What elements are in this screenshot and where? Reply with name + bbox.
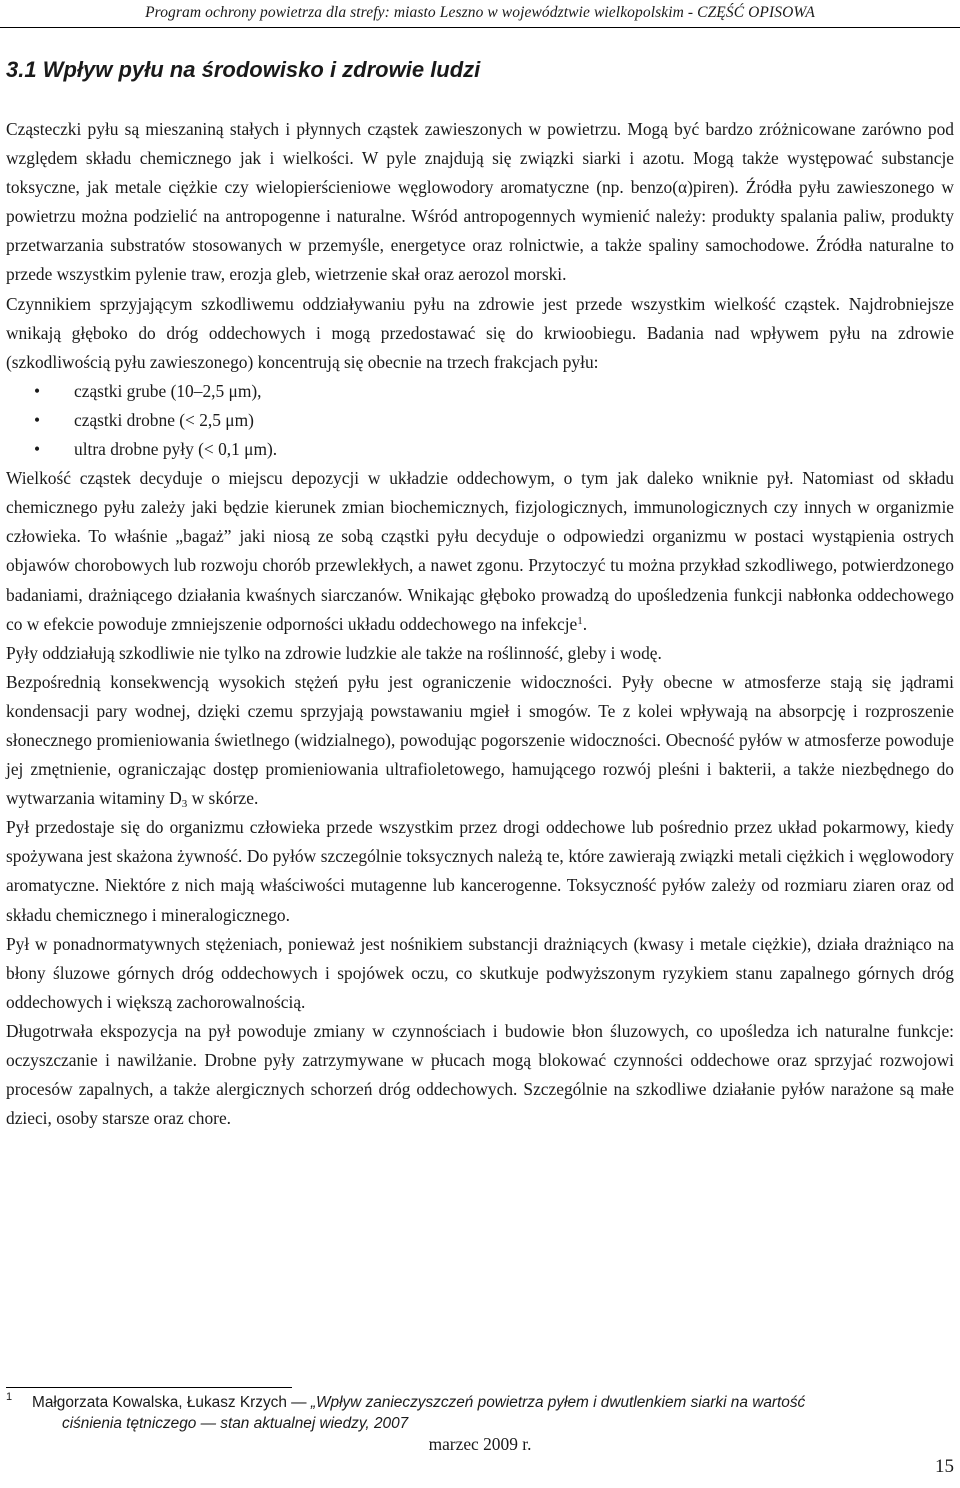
footer-date: marzec 2009 r. <box>428 1434 532 1454</box>
paragraph-8: Długotrwała ekspozycja na pył powoduje zmiany w czynnościach i budowie błon śluzowych, co upośledza ich naturalne funkcje: oczyszczanie i nawilżanie. Drobne pyły zatrzymywane w płucach mogą blokować czynności oddechowe oraz sprzyjać rozwojowi procesów zapalnych, a także alergicznych schorzeń dróg oddechowych. Szczególnie na szkodliwe działanie pyłów narażone są małe dzieci, osoby starsze oraz chore. <box>6 1020 954 1129</box>
footnote <box>6 1392 954 1434</box>
header-rule <box>0 27 960 28</box>
list-item: • cząstki grube (10–2,5 μm), <box>6 377 954 406</box>
page-number: 15 <box>935 1456 954 1477</box>
paragraph-3-text: Wielkość cząstek decyduje o miejscu depozycji w układzie oddechowym, o tym jak daleko wniknie pył. Natomiast od składu chemicznego pyłu zależy jaki będzie kierunek zmian biochemicznych, fizjologicznych, immunologicznych czy innych w organizmie człowieka. To właśnie „bagaż” jaki niosą ze sobą cząstki pyłu decyduje o odpowiedzi organizmu w postaci wystąpienia ostrych objawów chorobowych lub rozwoju chorób przewlekłych, a nawet zgonu. Przytoczyć tu można przykład szkodliwego, potwierdzonego badaniami, drażniącego działania kwaśnych siarczanów. Wnikając głęboko prowadzą do upośledzenia funkcji nabłonka oddechowego co w efekcie powoduje zmniejszenie odporności układu oddechowego na infekcje <box>6 468 954 634</box>
footnote-authors: Małgorzata Kowalska, Łukasz Krzych — <box>32 1394 311 1411</box>
section-heading: 3.1 Wpływ pyłu na środowisko i zdrowie ludzi <box>6 57 481 82</box>
footnote-title-part-1: „Wpływ zanieczyszczeń powietrza pyłem i dwutlenkiem siarki na wartość <box>310 1394 806 1411</box>
vitamin-subscript: 3 <box>181 798 188 811</box>
fraction-list <box>6 377 954 464</box>
list-item: • cząstki drobne (< 2,5 μm) <box>6 406 954 435</box>
paragraph-2: Czynnikiem sprzyjającym szkodliwemu oddziaływaniu pyłu na zdrowie jest przede wszystkim wielkość cząstek. Najdrobniejsze wnikają głęboko do dróg oddechowych i mogą przedostawać się do krwioobiegu. Badania nad wpływem pyłu na zdrowie (szkodliwością pyłu zawieszonego) koncentrują się obecnie na trzech frakcjach pyłu: <box>6 293 954 372</box>
running-header: Program ochrony powietrza dla strefy: miasto Leszno w województwie wielkopolskim - CZĘŚĆ OPISOWA <box>145 4 815 21</box>
paragraph-3-end: . <box>582 613 588 634</box>
paragraph-4: Pyły oddziałują szkodliwie nie tylko na zdrowie ludzkie ale także na roślinność, gleby i wodę. <box>6 642 662 663</box>
body-text <box>6 115 954 1133</box>
footnote-title-part-2: ciśnienia tętniczego — stan aktualnej wiedzy, 2007 <box>62 1415 409 1432</box>
paragraph-5-end: w skórze. <box>187 788 259 809</box>
paragraph-7: Pył w ponadnormatywnych stężeniach, ponieważ jest nośnikiem substancji drażniących (kwasy i metale ciężkie), działa drażniąco na błony śluzowe górnych dróg oddechowych i spojówek oczu, co skutkuje podwyższonym ryzykiem stanu zapalnego górnych dróg oddechowych i większą zachorowalnością. <box>6 933 954 1012</box>
footnote-mark: 1 <box>6 1391 13 1403</box>
paragraph-5 <box>6 668 954 813</box>
footnote-line-1 <box>6 1392 954 1413</box>
paragraph-3 <box>6 464 954 639</box>
list-item: • ultra drobne pyły (< 0,1 μm). <box>6 435 954 464</box>
paragraph-1: Cząsteczki pyłu są mieszaniną stałych i płynnych cząstek zawieszonych w powietrzu. Mogą być bardzo zróżnicowane zarówno pod względem składu chemicznego jak i wielkości. W pyle znajdują się związki siarki i azotu. Mogą także występować substancje toksyczne, jak metale ciężkie czy wielopierścieniowe węglowodory aromatyczne (np. benzo(α)piren). Źródła pyłu zawieszonego w powietrzu można podzielić na antropogenne i naturalne. Wśród antropogennych wymienić należy: produkty spalania paliw, produkty przetwarzania substratów stosowanych w przemyśle, energetyce oraz rolnictwie, a także spaliny samochodowe. Źródła naturalne to przede wszystkim pylenie traw, erozja gleb, wietrzenie skał oraz aerozol morski. <box>6 119 954 285</box>
paragraph-5-text: Bezpośrednią konsekwencją wysokich stężeń pyłu jest ograniczenie widoczności. Pyły obecne w atmosferze stają się jądrami kondensacji pary wodnej, dzięki czemu sprzyjają powstawaniu mgieł i smogów. Te z kolei wpływają na absorpcję i rozproszenie słonecznego promieniowania świetlnego (widzialnego), powodując pogorszenie widoczności. Obecność pyłów w atmosferze powoduje jej zmętnienie, ograniczając dostęp promieniowania ultrafioletowego, hamującego rozwój pleśni i bakterii, a także niezbędnego do wytwarzania witaminy D <box>6 671 954 809</box>
footnote-rule <box>6 1387 292 1388</box>
footnote-reference: 1 <box>577 614 583 627</box>
paragraph-6: Pył przedostaje się do organizmu człowieka przede wszystkim przez drogi oddechowe lub pośrednio przez układ pokarmowy, kiedy spożywana jest skażona żywność. Do pyłów szczególnie toksycznych należą te, które zawierają związki metali ciężkich i węglowodory aromatyczne. Niektóre z nich mają właściwości mutagenne lub kancerogenne. Toksyczność pyłów zależy od rozmiaru ziaren oraz od składu chemicznego i mineralogicznego. <box>6 817 954 925</box>
